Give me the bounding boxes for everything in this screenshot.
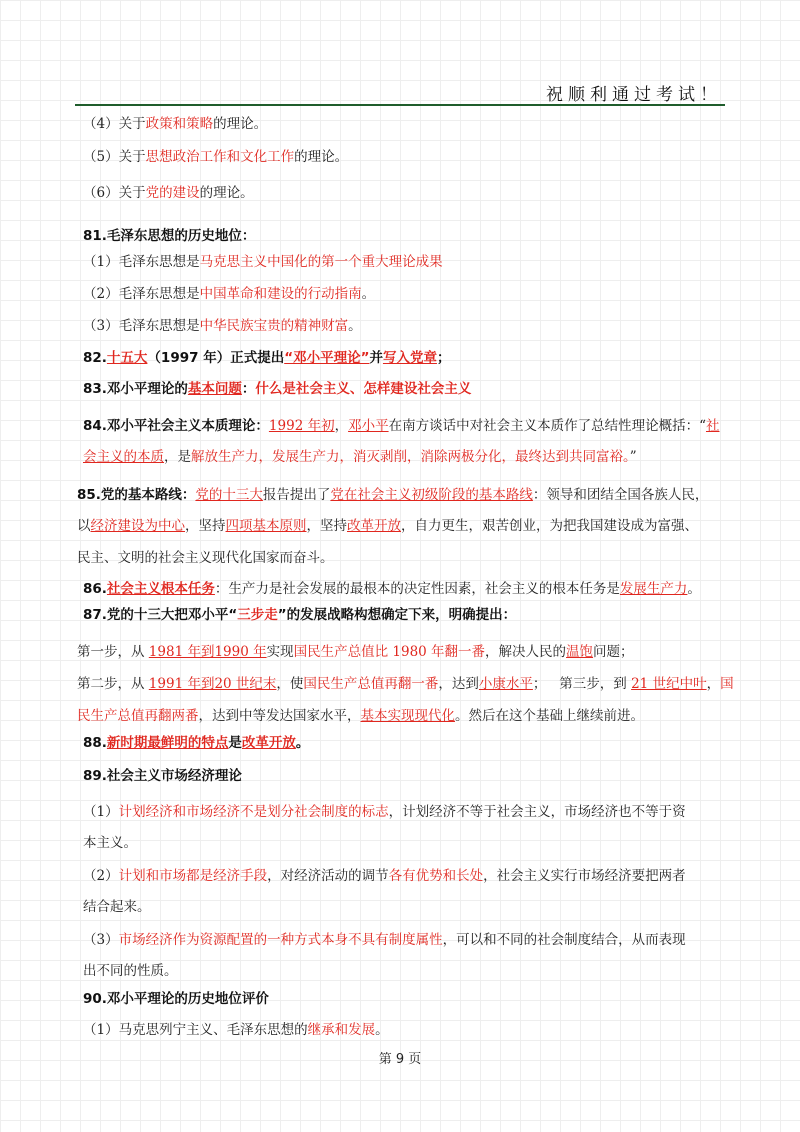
step-text: ，达到中等发达国家水平， <box>198 708 361 724</box>
step-text: 第三步，到 <box>559 676 632 692</box>
item-tail: 。 <box>361 286 376 302</box>
section-number: 82. <box>83 350 107 366</box>
congress-term: 十五大 <box>106 350 148 366</box>
item-tail: 的理论。 <box>294 149 349 165</box>
charter-term: 写入党章 <box>382 350 437 366</box>
section-text: 并 <box>369 350 383 366</box>
section-colon: ： <box>241 381 256 397</box>
step-text: 第二步，从 <box>77 676 149 692</box>
section-85-line-1 <box>77 483 708 503</box>
item-prefix: （2）毛泽东思想是 <box>83 286 200 302</box>
point-text: ，对经济活动的调节 <box>267 868 389 884</box>
section-text: 83.邓小平理论的 <box>83 381 188 397</box>
level-term: 温饱 <box>566 644 594 660</box>
section-text: ，自力更生，艰苦创业，为把我国建设成为富强、 <box>401 518 698 534</box>
point-highlight: 计划经济和市场经济不是划分社会制度的标志 <box>118 804 389 820</box>
period-term: 21 世纪中叶 <box>631 676 707 692</box>
section-lead: 84.邓小平社会主义本质理论： <box>83 418 269 434</box>
s89-point-1 <box>83 800 686 820</box>
item-prefix: （1）马克思列宁主义、毛泽东思想的 <box>83 1022 308 1038</box>
item-highlight: 政策和策略 <box>145 116 214 132</box>
point-number: （3） <box>83 932 119 948</box>
s81-item-3 <box>83 314 362 334</box>
s90-item-1 <box>83 1018 389 1038</box>
modernization-term: 基本实现现代化 <box>360 708 455 724</box>
essence-term-start: 社 <box>705 418 720 434</box>
section-end: 。 <box>295 735 310 751</box>
step-text: 第一步，从 <box>77 644 149 660</box>
section-end: ； <box>436 350 451 366</box>
section-text: （1997 年）正式提出 <box>147 350 285 366</box>
item-prefix: （1）毛泽东思想是 <box>83 254 200 270</box>
reform-term: 改革开放 <box>347 518 401 534</box>
section-88 <box>83 731 309 751</box>
item-highlight: 继承和发展 <box>307 1022 376 1038</box>
point-highlight: 市场经济作为资源配置的一种方式本身不具有制度属性 <box>118 932 443 948</box>
section-text: ， <box>334 418 349 434</box>
goal-term: 国民生产总值比 1980 年翻一番 <box>293 644 486 660</box>
congress-term: 党的十三大 <box>195 487 263 503</box>
date-term: 1992 年初 <box>268 418 335 434</box>
section-82 <box>83 346 450 366</box>
s89-point-2 <box>83 864 686 884</box>
section-84-line-1 <box>83 414 719 434</box>
center-term: 经济建设为中心 <box>90 518 185 534</box>
person-term: 邓小平 <box>348 418 389 434</box>
section-lead: 85.党的基本路线： <box>77 487 196 503</box>
item-highlight: 中华民族宝贵的精神财富 <box>199 318 349 334</box>
section-90-title: 90.邓小平理论的历史地位评价 <box>83 991 269 1007</box>
step-text: ，使 <box>276 676 304 692</box>
item-tail: 的理论。 <box>199 185 254 201</box>
section-89-title: 89.社会主义市场经济理论 <box>83 768 242 784</box>
basic-line-term: 党在社会主义初级阶段的基本路线 <box>330 487 533 503</box>
step-2-3 <box>77 672 734 692</box>
item-tail: 的理论。 <box>213 116 268 132</box>
basic-question-term: 基本问题 <box>187 381 242 397</box>
section-87-title <box>83 603 516 623</box>
fundamental-task-term: 社会主义根本任务 <box>106 581 215 597</box>
section-end: 。 <box>687 581 701 597</box>
section-text: 报告提出了 <box>262 487 331 503</box>
s89-point-2-cont: 结合起来。 <box>83 899 151 915</box>
goal-term: 国民生产总值再翻一番 <box>303 676 439 692</box>
point-text: ，计划经济不等于社会主义，市场经济也不等于资 <box>388 804 686 820</box>
item-prefix: （4）关于 <box>83 116 146 132</box>
section-81-title: 81.毛泽东思想的历史地位： <box>83 228 256 244</box>
item-tail: 。 <box>348 318 362 334</box>
section-text: 以 <box>77 518 91 534</box>
feature-term: 新时期最鲜明的特点 <box>106 735 229 751</box>
item-highlight: 思想政治工作和文化工作 <box>145 149 295 165</box>
section-83 <box>83 377 471 397</box>
header-divider <box>75 104 725 106</box>
step-text: ，解决人民的 <box>485 644 567 660</box>
point-highlight: 计划和市场都是经济手段 <box>118 868 268 884</box>
section-85-line-3: 民主、文明的社会主义现代化国家而奋斗。 <box>77 550 334 566</box>
section-text: ，坚持 <box>185 518 226 534</box>
section-text: 87.党的十三大把邓小平“ <box>83 607 238 623</box>
step-text: 实现 <box>266 644 294 660</box>
essence-term-end: 会主义的本质 <box>83 449 164 465</box>
step-text: ； <box>532 676 547 692</box>
essence-definition: 解放生产力，发展生产力，消灭剥削，消除两极分化，最终达到共同富裕。 <box>191 449 630 465</box>
page-number: 第 9 页 <box>378 1052 422 1067</box>
header-motto: 祝顺利通过考试！ <box>546 85 722 105</box>
develop-productivity-term: 发展生产力 <box>619 581 688 597</box>
goal-term-end: 民生产总值再翻两番 <box>77 708 199 724</box>
point-number: （1） <box>83 804 119 820</box>
period-term: 1981 年到1990 年 <box>148 644 267 660</box>
s89-point-3-cont: 出不同的性质。 <box>83 963 178 979</box>
s89-point-1-cont: 本主义。 <box>83 835 137 851</box>
step-text: 。然后在这个基础上继续前进。 <box>455 708 644 724</box>
item-highlight: 党的建设 <box>145 185 200 201</box>
point-text: ，可以和不同的社会制度结合，从而表现 <box>442 932 686 948</box>
section-text: ：生产力是社会发展的最根本的决定性因素，社会主义的根本任务是 <box>214 581 620 597</box>
section-86 <box>83 577 701 597</box>
step-text: ，达到 <box>438 676 479 692</box>
step-text: ， <box>706 676 721 692</box>
section-text: 是 <box>228 735 242 751</box>
section-85-line-2 <box>77 514 698 534</box>
theory-item-5 <box>83 145 348 165</box>
theory-item-4 <box>83 112 267 132</box>
section-number: 86. <box>83 581 107 597</box>
s81-item-1 <box>83 250 443 270</box>
section-text: ，是 <box>164 449 191 465</box>
section-text: ”的发展战略构想确定下来，明确提出： <box>277 607 517 623</box>
item-prefix: （3）毛泽东思想是 <box>83 318 200 334</box>
section-number: 88. <box>83 735 107 751</box>
item-prefix: （5）关于 <box>83 149 146 165</box>
principles-term: 四项基本原则 <box>225 518 307 534</box>
point-highlight-2: 各有优势和长处 <box>388 868 484 884</box>
section-84-line-2 <box>83 445 637 465</box>
basic-question-answer: 什么是社会主义、怎样建设社会主义 <box>255 381 472 397</box>
level-term: 小康水平 <box>478 676 533 692</box>
item-highlight: 马克思主义中国化的第一个重大理论成果 <box>199 254 443 270</box>
step-3-cont <box>77 704 644 724</box>
s89-point-3 <box>83 928 686 948</box>
reform-term: 改革开放 <box>241 735 296 751</box>
item-highlight: 中国革命和建设的行动指南 <box>199 286 362 302</box>
point-number: （2） <box>83 868 119 884</box>
three-steps-term: 三步走 <box>237 607 278 623</box>
section-text: ：领导和团结全国各族人民， <box>532 487 709 503</box>
section-text: ，坚持 <box>306 518 347 534</box>
item-tail: 。 <box>375 1022 389 1038</box>
s81-item-2 <box>83 282 375 302</box>
section-text: ” <box>629 449 637 465</box>
section-text: 在南方谈话中对社会主义本质作了总结性理论概括：“ <box>388 418 706 434</box>
theory-item-6 <box>83 181 254 201</box>
period-term: 1991 年到20 世纪末 <box>148 676 277 692</box>
step-1 <box>77 640 634 660</box>
item-prefix: （6）关于 <box>83 185 146 201</box>
theory-term: “邓小平理论” <box>284 350 370 366</box>
point-text: ，社会主义实行市场经济要把两者 <box>483 868 686 884</box>
step-text: 问题； <box>593 644 634 660</box>
goal-term-start: 国 <box>720 676 734 692</box>
